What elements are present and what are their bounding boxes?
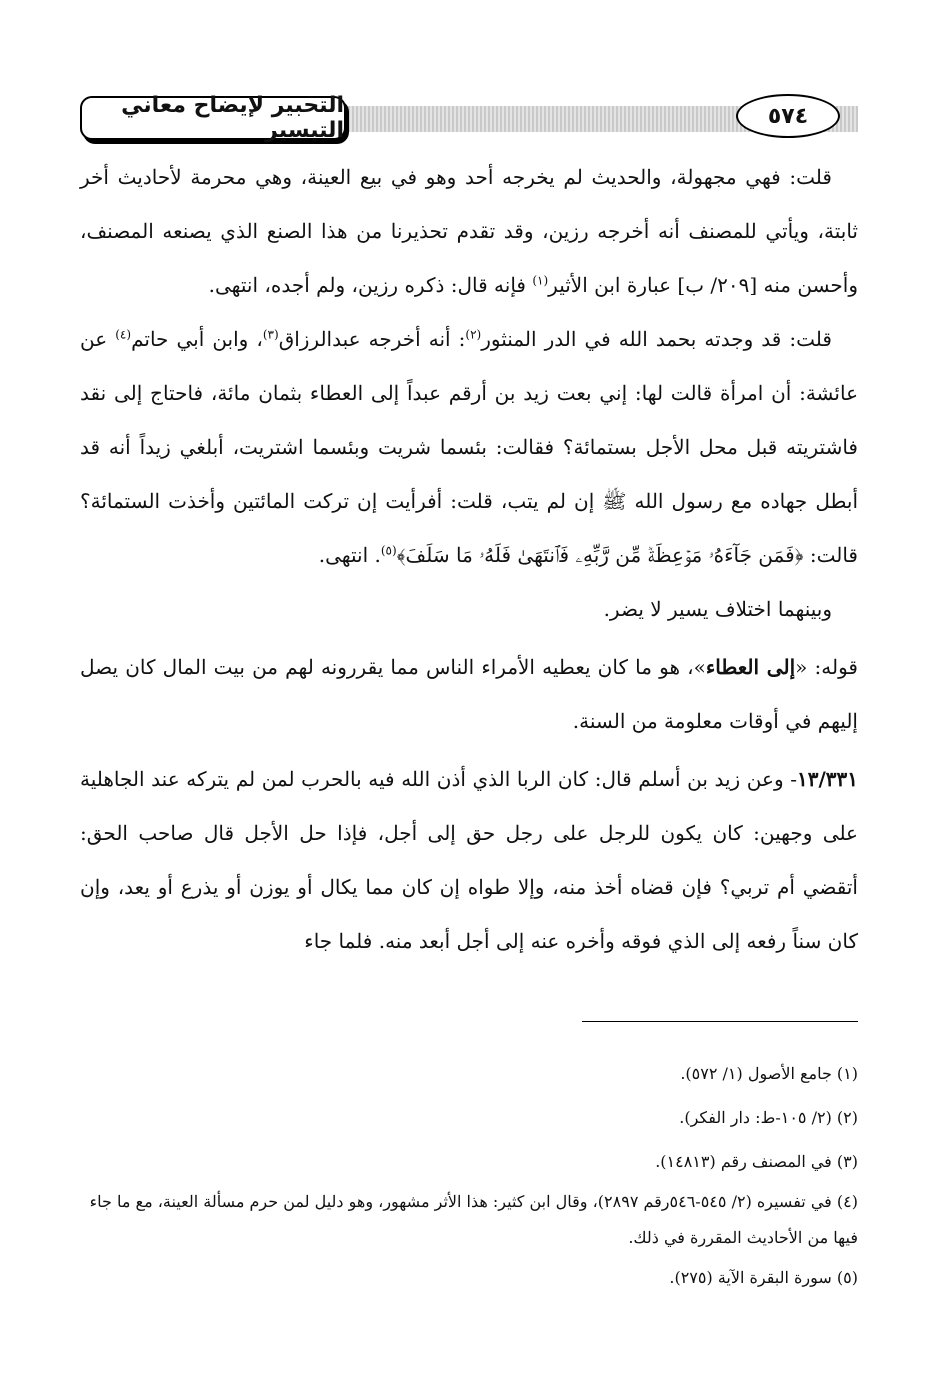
footnote-4: (٤) في تفسيره (٢/ ٥٤٥-٥٤٦رقم ٢٨٩٧)، وقال ابن كثير: هذا الأثر مشهور، وهو دليل لمن حرم مسألة العينة، مع ما جاء فيها من الأحاديث المقررة في ذلك. (89, 1192, 858, 1247)
text-run: . انتهى. (318, 543, 381, 567)
footnote-1: (١) جامع الأصول (١/ ٥٧٢). (680, 1064, 858, 1083)
footnotes (80, 1052, 858, 1300)
footnote-ref: (٤) (115, 327, 132, 342)
footnote-ref: (٥) (380, 543, 397, 558)
text-run: : أنه أخرجه عبدالرزاق (278, 327, 466, 351)
footnote-3: (٣) في المصنف رقم (١٤٨١٣). (655, 1152, 858, 1171)
page-header (80, 86, 858, 156)
footnote-ref: (٣) (262, 327, 279, 342)
page-number: ٥٧٤ (736, 94, 840, 138)
footnote-ref: (١) (532, 273, 549, 288)
footnote-2: (٢) (٢/ ١٠٥-ط: دار الفكر). (679, 1108, 858, 1127)
paragraph (80, 312, 858, 582)
bold-text: إلى العطاء (705, 655, 796, 679)
text-run: فإنه قال: ذكره رزين، ولم أجده، انتهى. (208, 273, 533, 297)
text-run: قلت: قد وجدته بحمد الله في الدر المنثور (481, 327, 832, 351)
text-run: ، وابن أبي حاتم (131, 327, 263, 351)
text-run: قوله: « (795, 655, 858, 679)
footnote-separator (582, 1021, 858, 1022)
paragraph (80, 582, 858, 636)
main-text (80, 150, 858, 968)
book-title: التحبير لإيضاح معاني التيسير (80, 96, 346, 140)
text-run: - وعن زيد بن أسلم قال: كان الربا الذي أذن الله فيه بالحرب لمن لم يتركه عند الجاهلية على وجهين: كان يكون للرجل على رجل حق إلى أجل، فإذا حل الأجل قال صاحب الحق: أتقضي أم تربي؟ فإن قضاه أخذ منه، وإلا طواه إن كان مما يكال أو يوزن أو يذرع أو يعد، وإن كان سناً رفعه إلى الذي فوقه وأخره عنه إلى أجل أبعد منه. فلما جاء (80, 767, 858, 953)
paragraph (80, 150, 858, 312)
text-run: وبينهما اختلاف يسير لا يضر. (603, 597, 832, 621)
bold-text: ١٣/٣٣١ (796, 767, 858, 791)
text-run: عن عائشة: أن امرأة قالت لها: إني بعت زيد بن أرقم عبداً إلى العطاء بثمان مائة، فاحتاج إلى نقد فاشتريته قبل محل الأجل بستمائة؟ فقالت: بئسما شريت وبئسما اشتريت، أبلغي زيداً أنه قد أبطل جهاده مع رسول الله ﷺ إن لم يتب، قلت: أفرأيت إن تركت المائتين وأخذت الستمائة؟ قالت: ﴿فَمَن جَآءَهُۥ مَوۡعِظَةٞ مِّن رَّبِّهِۦ فَٱنتَهَىٰ فَلَهُۥ مَا سَلَفَ﴾ (80, 327, 858, 567)
paragraph (80, 640, 858, 748)
text-run: »، هو ما كان يعطيه الأمراء الناس مما يقررونه لهم من بيت المال كان يصل إليهم في أوقات معلومة من السنة. (80, 655, 858, 733)
text-run: قلت: فهي مجهولة، والحديث لم يخرجه أحد وهو في بيع العينة، وهي محرمة لأحاديث أخر ثابتة، ويأتي للمصنف أنه أخرجه رزين، وقد تقدم تحذيرنا من هذا الصنع الذي يصنعه المصنف، وأحسن منه [٢٠٩/ ب] عبارة ابن الأثير (80, 165, 858, 297)
paragraph (80, 752, 858, 968)
footnote-5: (٥) سورة البقرة الآية (٢٧٥). (669, 1268, 858, 1287)
footnote-ref: (٢) (465, 327, 482, 342)
